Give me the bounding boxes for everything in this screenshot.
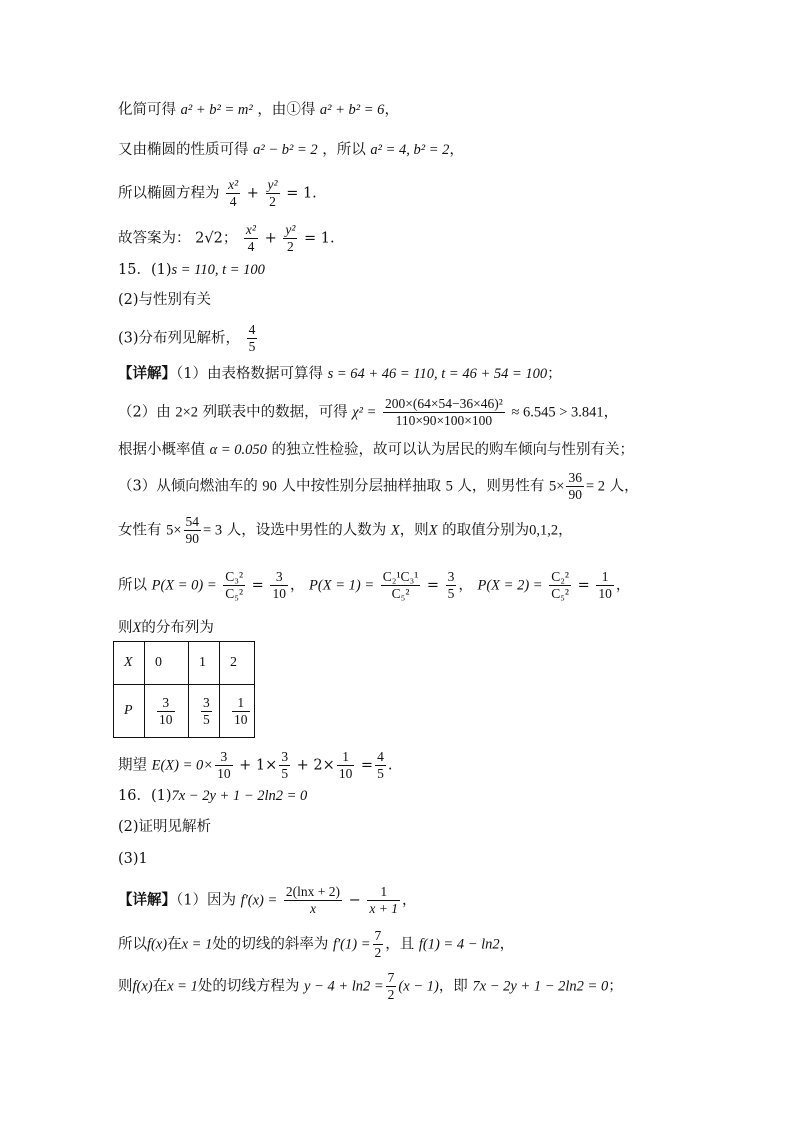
line-ellipse-equation <box>118 177 317 210</box>
text: ， <box>402 892 417 909</box>
table-row-label: P <box>114 685 145 738</box>
circled-one: ① <box>286 102 301 118</box>
equation: 2×2 <box>175 404 199 421</box>
text: 又由椭圆的性质可得 <box>118 142 249 158</box>
text: . <box>312 185 317 202</box>
number: 90 <box>262 478 277 495</box>
function: f(x) <box>132 978 153 995</box>
text: （1）因为 <box>176 892 236 909</box>
table-header-cell: 2 <box>220 642 255 685</box>
line-16-2 <box>118 817 211 837</box>
text: ， <box>384 102 399 118</box>
equation: E(X) = 0× <box>151 757 214 774</box>
line-detail-female <box>118 514 573 547</box>
text: ， <box>499 936 515 953</box>
fraction: $\frac{54}{90}$ <box>185 514 200 546</box>
text: ， <box>615 577 631 594</box>
question-number: 15．(1) <box>118 262 172 278</box>
line-16-detail-1 <box>118 884 417 917</box>
text: 故答案为： <box>118 230 191 247</box>
fraction: $\frac{1}{x + 1}$ <box>369 884 398 916</box>
table-row <box>114 642 255 685</box>
operator: + <box>264 230 277 247</box>
equation: a² + b² = m² <box>180 102 253 118</box>
fraction: $\frac{\text{C₂²}}{\text{C₅²}}$ <box>551 569 569 601</box>
derivative: f′(x) = <box>240 892 278 909</box>
fraction: $\frac{4}{5}$ <box>248 322 256 354</box>
text: 处的切线方程为 <box>197 978 300 995</box>
table-header-cell: 1 <box>189 642 220 685</box>
text: 人， <box>609 478 639 495</box>
line-answer <box>118 222 335 255</box>
text: 的分布列为 <box>141 620 214 636</box>
text: 期望 <box>118 757 147 774</box>
text: (3)分布列见解析， <box>118 330 241 347</box>
number: 5 <box>445 478 453 495</box>
line-ellipse-property <box>118 140 464 160</box>
text: (3)1 <box>118 851 148 867</box>
table-header-cell: X <box>114 642 145 685</box>
equation: = 3 <box>203 522 223 539</box>
text: 则 <box>118 620 133 636</box>
equation: y − 4 + ln2 = <box>303 978 384 995</box>
text: （3）从倾向燃油车的 <box>118 478 258 495</box>
line-16-1 <box>118 786 307 806</box>
fraction: $\frac{\text{x²}}{4}$ <box>245 222 256 254</box>
text: ，且 <box>385 936 415 953</box>
fraction: $\frac{3}{5}$ <box>281 749 289 781</box>
text: 则 <box>118 978 133 995</box>
fraction: $\frac{2(\ln x + 2)}{x}$ <box>285 884 341 916</box>
text: 所以 <box>118 577 147 594</box>
chi-square: χ² = <box>352 404 377 421</box>
fraction: $\frac{7}{2}$ <box>387 970 395 1002</box>
operator: − <box>348 892 361 909</box>
probability: P(X = 2) = <box>477 577 543 594</box>
text: 根据小概率值 <box>118 442 205 458</box>
equation: 7x − 2y + 1 − 2ln2 = 0 <box>171 788 308 804</box>
line-detail-2 <box>118 396 618 429</box>
values: 0,1,2 <box>529 522 559 539</box>
text: 列联表中的数据，可得 <box>202 404 348 421</box>
line-16-detail-tangent <box>118 970 623 1003</box>
variable: X <box>390 522 400 539</box>
text: . <box>387 757 393 774</box>
text: ， <box>603 404 619 421</box>
operator: = <box>426 577 440 594</box>
function: f(x) <box>147 936 168 953</box>
line-probabilities <box>118 569 630 602</box>
table-cell: $\frac{1}{10}$ <box>220 685 255 738</box>
equation: x = 1 <box>167 978 198 995</box>
text: ，则 <box>399 522 429 539</box>
text: 得 <box>300 102 316 118</box>
text: 在 <box>152 978 168 995</box>
variable: X <box>428 522 438 539</box>
detail-label: 【详解】 <box>118 891 176 909</box>
operator: = <box>360 757 374 774</box>
text: （2）由 <box>118 404 171 421</box>
equation: 5× <box>166 522 182 539</box>
text: ； <box>222 230 238 247</box>
text: 在 <box>167 936 182 953</box>
line-16-3 <box>118 849 148 869</box>
equation: + 1× <box>239 757 278 774</box>
text: (2)与性别有关 <box>118 292 212 308</box>
sqrt-value: 2√2 <box>195 230 223 247</box>
distribution-table <box>113 641 255 738</box>
fraction: $\frac{\text{200×(64×54−36×46)²}}{110\times 90\times 100\times 100}$ <box>385 396 503 428</box>
equation: α = 0.050 <box>209 442 267 458</box>
fraction: $\frac{4}{5}$ <box>377 749 384 781</box>
fraction: $\frac{1}{10}$ <box>338 749 353 781</box>
variable: X <box>132 620 142 636</box>
question-number: 16．(1) <box>118 788 172 804</box>
text: 的取值分别为 <box>442 522 530 539</box>
line-simplify <box>118 100 399 120</box>
equation: = 1 <box>304 230 330 247</box>
line-detail-3 <box>118 470 639 503</box>
fraction: $\frac{\text{x²}}{4}$ <box>228 177 239 209</box>
text: 人，设选中男性的人数为 <box>226 522 387 539</box>
text: 女性有 <box>118 522 162 539</box>
equation: x = 1 <box>181 936 213 953</box>
operator: + <box>246 185 259 202</box>
operator: = <box>251 577 264 594</box>
text: 的独立性检验，故可以认为居民的购车倾向与性别有关； <box>271 442 634 458</box>
line-15-2 <box>118 290 211 310</box>
table-row <box>114 685 255 738</box>
fraction: $\frac{\text{C₃²}}{\text{C₅²}}$ <box>225 569 244 601</box>
fraction: $\frac{\text{y²}}{2}$ <box>285 222 296 254</box>
equation: = 2 <box>585 478 606 495</box>
line-15-3 <box>118 322 259 355</box>
text: 化简可得 <box>118 102 176 118</box>
equation: f(1) = 4 − ln2 <box>418 936 500 953</box>
detail-label: 【详解】 <box>118 365 176 382</box>
text: . <box>329 230 335 247</box>
equation: 5× <box>549 478 565 495</box>
derivative: f′(1) = <box>332 936 371 953</box>
fraction: $\frac{3}{5}$ <box>447 569 455 601</box>
fraction: $\frac{1}{10}$ <box>598 569 612 601</box>
text: 所以 <box>118 936 147 953</box>
probability: P(X = 1) = <box>309 577 375 594</box>
line-15-1 <box>118 260 265 280</box>
probability: P(X = 0) = <box>151 577 217 594</box>
text: ， <box>289 577 305 594</box>
equation: a² = 4, b² = 2 <box>370 142 450 158</box>
equation: 7x − 2y + 1 − 2ln2 = 0 <box>472 978 609 995</box>
equation: s = 64 + 46 = 110, t = 46 + 54 = 100 <box>327 366 548 382</box>
equation: = 1 <box>286 185 313 202</box>
table-cell: $\frac{3}{10}$ <box>145 685 189 738</box>
text: ，由 <box>257 102 287 118</box>
fraction: $\frac{\text{y²}}{2}$ <box>267 177 278 209</box>
fraction: $\frac{3}{10}$ <box>217 749 231 781</box>
text: ，所以 <box>322 142 366 158</box>
table-cell: $\frac{3}{5}$ <box>189 685 220 738</box>
text: 所以椭圆方程为 <box>118 185 220 202</box>
equation: a² + b² = 6 <box>319 102 385 118</box>
text: ， <box>558 522 573 539</box>
equation: a² − b² = 2 <box>253 142 318 158</box>
line-detail-test <box>118 440 634 460</box>
fraction: $\frac{\text{C₂¹C₃¹}}{\text{C₅²}}$ <box>382 569 419 601</box>
equation: (x − 1) <box>398 978 439 995</box>
text: ； <box>608 978 623 995</box>
fraction: $\frac{7}{2}$ <box>374 928 382 960</box>
text: 处的切线的斜率为 <box>212 936 329 953</box>
text: (2)证明见解析 <box>118 819 212 835</box>
equation: s = 110, t = 100 <box>171 262 265 278</box>
operator: = <box>577 577 590 594</box>
line-distribution-intro <box>118 618 214 638</box>
text: （1）由表格数据可算得 <box>176 366 323 382</box>
equation: ≈ 6.545 > 3.841 <box>511 404 604 421</box>
fraction: $\frac{3}{10}$ <box>272 569 286 601</box>
text: ， <box>449 142 464 158</box>
line-expectation <box>118 749 392 782</box>
equation: + 2× <box>296 757 335 774</box>
fraction: $\frac{36}{90}$ <box>568 470 582 502</box>
text: ， <box>458 577 473 594</box>
text: ，即 <box>438 978 468 995</box>
text: 人中按性别分层抽样抽取 <box>281 478 441 495</box>
line-16-detail-slope <box>118 928 514 961</box>
text: 人，则男性有 <box>457 478 545 495</box>
text: ； <box>547 366 562 382</box>
table-header-cell: 0 <box>145 642 189 685</box>
line-detail-1 <box>118 364 562 384</box>
